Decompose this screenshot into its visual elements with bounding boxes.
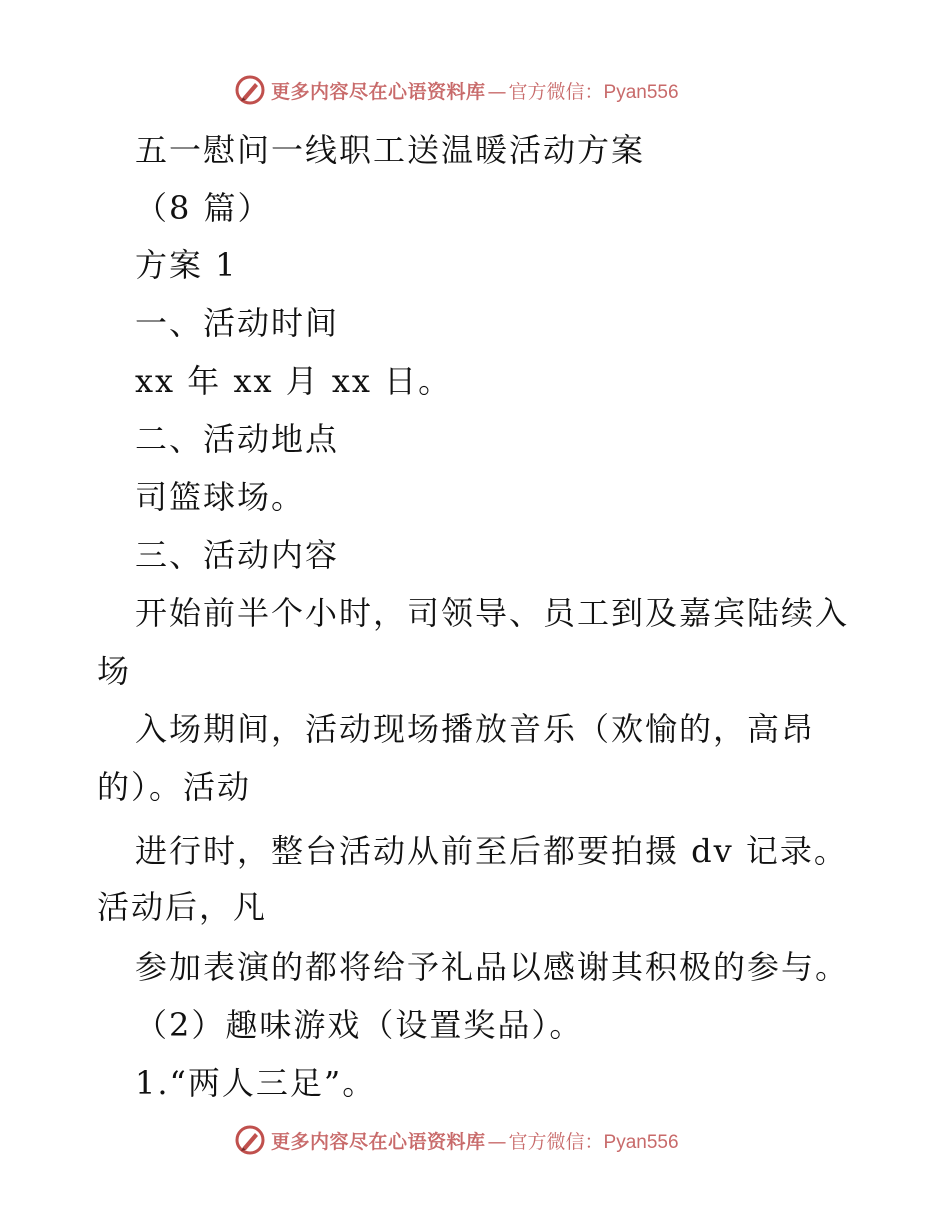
footer-watermark	[235, 1122, 679, 1158]
watermark-brand: 更多内容尽在心语资料库	[271, 80, 486, 103]
paragraph-line: 活动后，凡	[97, 888, 268, 926]
plan-label: 方案 1	[135, 246, 238, 284]
watermark-brand: 更多内容尽在心语资料库	[271, 1130, 486, 1153]
section-heading-content: 三、活动内容	[135, 536, 340, 574]
paragraph-line: 参加表演的都将给予礼品以感谢其积极的参与。	[135, 948, 850, 986]
section-heading-location: 二、活动地点	[135, 420, 340, 458]
watermark-handle: Pyan556	[603, 81, 679, 103]
watermark-dash: —	[487, 80, 507, 103]
paragraph-line: 场	[97, 652, 132, 690]
pen-circle-logo-icon	[235, 75, 265, 105]
watermark-dash: —	[487, 1130, 507, 1153]
list-item: 1.“两人三足”。	[135, 1064, 377, 1102]
section-heading-time: 一、活动时间	[135, 304, 340, 342]
paragraph-line: 进行时，整台活动从前至后都要拍摄 dv 记录。	[135, 832, 848, 870]
pen-circle-logo-icon	[235, 1125, 265, 1155]
watermark-contact-label: 官方微信：	[508, 80, 604, 103]
header-watermark	[235, 72, 679, 108]
paragraph-line: 开始前半个小时，司领导、员工到及嘉宾陆续入	[135, 594, 850, 632]
document-title-count: （8 篇）	[135, 189, 272, 227]
watermark-handle: Pyan556	[603, 1131, 679, 1153]
section-text-location: 司篮球场。	[135, 478, 306, 516]
paragraph-line: 的）。活动	[97, 768, 252, 806]
document-title: 五一慰问一线职工送温暖活动方案	[135, 131, 646, 169]
list-heading-games: （2）趣味游戏（设置奖品）。	[135, 1006, 584, 1044]
watermark-contact-label: 官方微信：	[508, 1130, 604, 1153]
section-text-time: xx 年 xx 月 xx 日。	[135, 362, 453, 400]
paragraph-line: 入场期间，活动现场播放音乐（欢愉的，高昂	[135, 710, 816, 748]
